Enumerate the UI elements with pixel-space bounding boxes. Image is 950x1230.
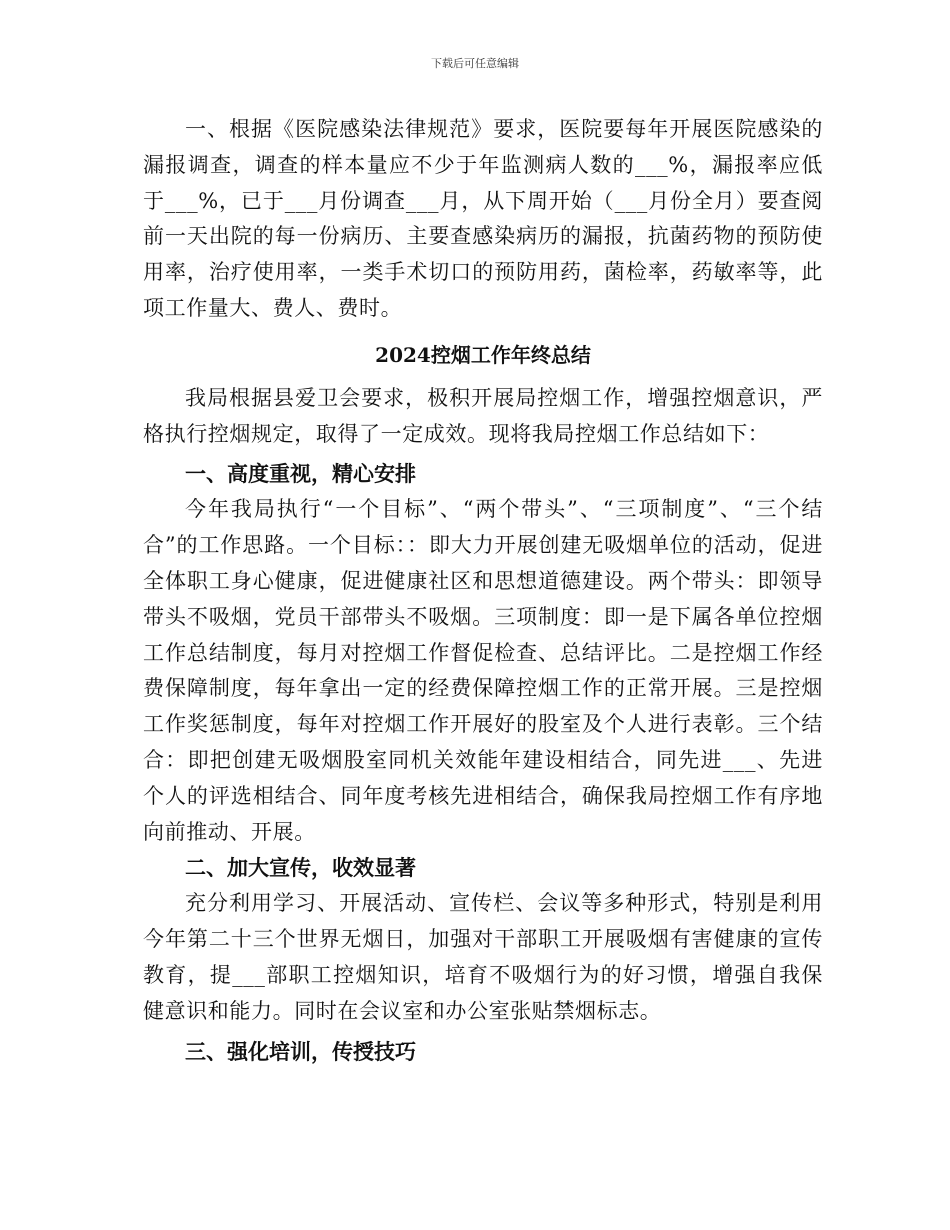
section-heading-2: 二、加大宣传，收效显著 xyxy=(185,855,416,881)
section-heading-1: 一、高度重视，精心安排 xyxy=(185,461,416,487)
paragraph-intro: 我局根据县爱卫会要求，极积开展局控烟工作，增强控烟意识，严格执行控烟规定，取得了一定成效。现将我局控烟工作总结如下： xyxy=(143,385,823,446)
page-header: 下载后可任意编辑 xyxy=(431,57,519,70)
document-body xyxy=(143,112,823,1070)
paragraph-hospital-infection: 一、根据《医院感染法律规范》要求，医院要每年开展医院感染的漏报调查，调查的样本量应不少于年监测病人数的___%，漏报率应低于___%，已于___月份调查___月，从下周开始（___月份全月）要查阅前一天出院的每一份病历、主要查感染病历的漏报，抗菌药物的预防使用率，治疗使用率，一类手术切口的预防用药，菌检率，药敏率等，此项工作量大、费人、费时。 xyxy=(143,117,823,320)
document-title: 2024控烟工作年终总结 xyxy=(375,342,591,367)
paragraph-section-2: 充分利用学习、开展活动、宣传栏、会议等多种形式，特别是利用今年第二十三个世界无烟日，加强对干部职工开展吸烟有害健康的宣传教育，提___部职工控烟知识，培育不吸烟行为的好习惯，增强自我保健意识和能力。同时在会议室和办公室张贴禁烟标志。 xyxy=(143,891,823,1023)
paragraph-section-1: 今年我局执行“一个目标”、“两个带头”、“三项制度”、“三个结合”的工作思路。一个目标：：即大力开展创建无吸烟单位的活动，促进全体职工身心健康，促进健康社区和思想道德建设。两个带头：即领导带头不吸烟，党员干部带头不吸烟。三项制度：即一是下属各单位控烟工作总结制度，每月对控烟工作督促检查、总结评比。二是控烟工作经费保障制度，每年拿出一定的经费保障控烟工作的正常开展。三是控烟工作奖惩制度，每年对控烟工作开展好的股室及个人进行表彰。三个结合：即把创建无吸烟股室同机关效能年建设相结合，同先进___、先进个人的评选相结合、同年度考核先进相结合，确保我局控烟工作有序地向前推动、开展。 xyxy=(143,497,823,844)
section-heading-3: 三、强化培训，传授技巧 xyxy=(185,1038,416,1064)
